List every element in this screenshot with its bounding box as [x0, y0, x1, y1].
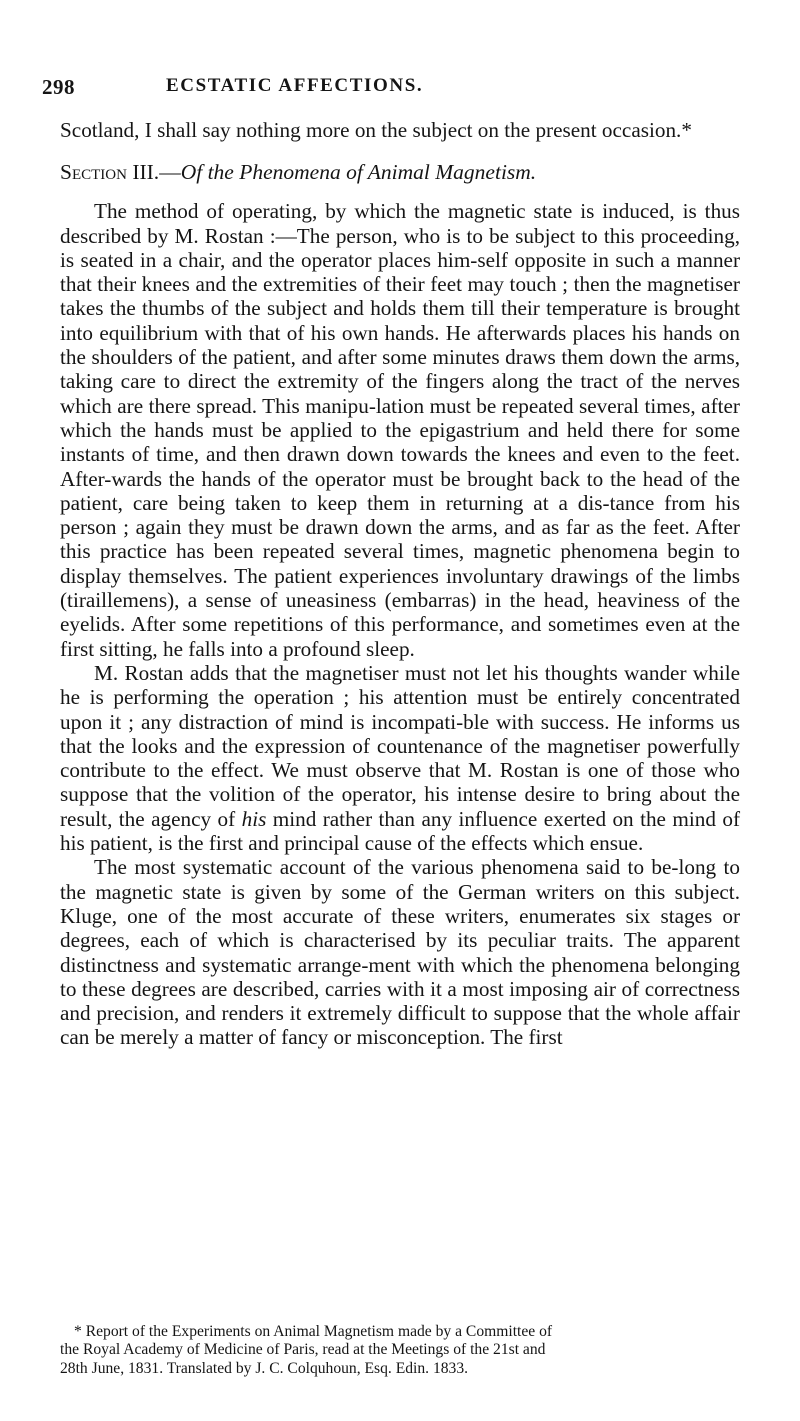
paragraph-kluge: The most systematic account of the various phenomena said to be-long to the magnetic state is given by some of the German writers on this subject. Kluge, one of the most accurate of these writers, enumerates six stages or degrees, each of which is characterised by its peculiar traits. The apparent distinctness and systematic arrange-ment with which the phenomena belonging to these degrees are described, carries with it a most imposing air of correctness and precision, and renders it extremely difficult to suppose that the whole affair can be merely a matter of fancy or misconception. The first	[60, 855, 740, 1050]
paragraph-rostan-emphasis: his	[241, 806, 267, 831]
paragraph-rostan	[60, 661, 740, 855]
footnote-line: the Royal Academy of Medicine of Paris, read at the Meetings of the 21st and	[60, 1341, 546, 1359]
page-number: 298	[42, 75, 75, 99]
body-text	[60, 118, 740, 1050]
paragraph-rostan-text-2: mind rather than any influence exerted on the mind of his patient, is the first and principal cause of the effects which ensue.	[60, 806, 740, 856]
paragraph-method: The method of operating, by which the magnetic state is induced, is thus described by M. Rostan :—The person, who is to be subject to this proceeding, is seated in a chair, and the operator places him-self opposite in such a manner that their knees and the extremities of their feet may touch ; then the magnetiser takes the thumbs of the subject and holds them till their temperature is brought into equilibrium with that of his own hands. He afterwards places his hands on the shoulders of the patient, and after some minutes draws them down the arms, taking care to direct the extremity of the fingers along the tract of the nerves which are there spread. This manipu-lation must be repeated several times, after which the hands must be applied to the epigastrium and held there for some instants of time, and then drawn down towards the knees and even to the feet. After-wards the hands of the operator must be brought back to the head of the patient, care being taken to keep them in returning at a dis-tance from his person ; again they must be drawn down the arms, and as far as the feet. After this practice has been repeated several times, magnetic phenomena begin to display themselves. The patient experiences involuntary drawings of the limbs (tiraillemens), a sense of uneasiness (embarras) in the head, heaviness of the eyelids. After some repetitions of this performance, and sometimes even at the first sitting, he falls into a profound sleep.	[60, 199, 740, 661]
footnote	[60, 1323, 740, 1378]
opening-paragraph: Scotland, I shall say nothing more on the subject on the present occasion.*	[60, 118, 692, 142]
section-title: Of the Phenomena of Animal Magnetism.	[180, 160, 537, 185]
running-title: ECSTATIC AFFECTIONS.	[166, 75, 424, 96]
footnote-line: 28th June, 1831. Translated by J. C. Colquhoun, Esq. Edin. 1833.	[60, 1359, 469, 1377]
section-heading	[60, 160, 740, 184]
running-head	[42, 75, 740, 105]
footnote-line: * Report of the Experiments on Animal Magnetism made by a Committee of	[74, 1323, 553, 1340]
section-dash: —	[159, 160, 181, 185]
paragraph-rostan-text-1: M. Rostan adds that the magnetiser must not let his thoughts wander while he is performing the operation ; his attention must be entirely concentrated upon it ; any distraction of mind is incompati-ble with success. He informs us that the looks and the expression of countenance of the magnetiser powerfully contribute to the effect. We must observe that M. Rostan is one of those who suppose that the volition of the operator, his intense desire to bring about the result, the agency of	[60, 660, 740, 831]
section-label: Section III.	[60, 160, 160, 185]
